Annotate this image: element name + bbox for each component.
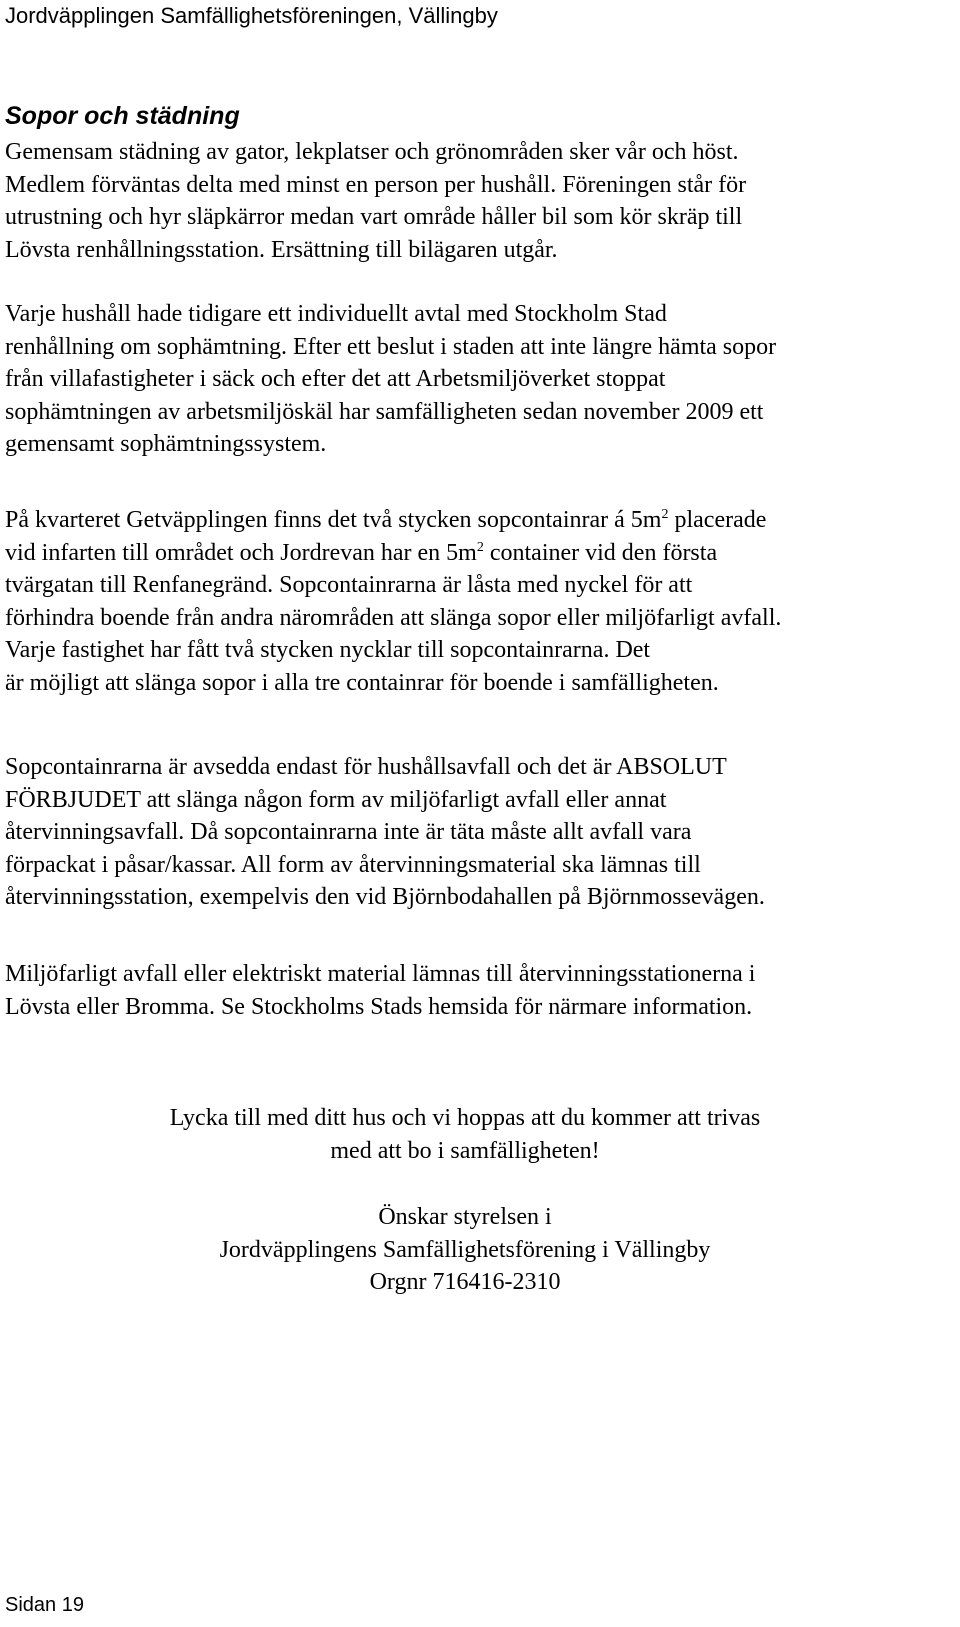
text-line: från villafastigheter i säck och efter det att Arbetsmiljöverket stoppat: [5, 366, 666, 392]
paragraph-containers: [5, 504, 781, 699]
text-line: FÖRBJUDET att slänga någon form av miljöfarligt avfall eller annat: [5, 786, 667, 813]
text-line: Medlem förväntas delta med minst en person per hushåll. Föreningen står för: [5, 171, 747, 198]
text-line: är möjligt att slänga sopor i alla tre containrar för boende i samfälligheten.: [5, 669, 719, 696]
paragraph-household-waste: [5, 751, 765, 914]
text-span: placerade: [668, 507, 767, 533]
text-span: vid infarten till området och Jordrevan har en 5m: [5, 539, 477, 566]
text-line: sophämtningen av arbetsmiljöskäl har samfälligheten sedan november 2009 ett: [5, 398, 764, 425]
text-line: återvinningsstation, exempelvis den vid Björnbodahallen på Björnmossevägen.: [5, 884, 765, 910]
text-line: Miljöfarligt avfall eller elektriskt material lämnas till återvinningsstationerna i: [5, 961, 756, 987]
superscript: 2: [661, 507, 669, 522]
text-line: Lycka till med ditt hus och vi hoppas att du kommer att trivas: [169, 1105, 761, 1131]
text-line: renhållning om sophämtning. Efter ett beslut i staden att inte längre hämta sopor: [5, 333, 777, 360]
text-line: Jordväpplingens Samfällighetsförening i Vällingby: [219, 1236, 711, 1263]
text-line: Gemensam städning av gator, lekplatser och grönområden sker vår och höst.: [5, 139, 739, 165]
text-line: Sopcontainrarna är avsedda endast för hushållsavfall och det är ABSOLUT: [5, 754, 727, 780]
text-line: Orgnr 716416-2310: [369, 1269, 561, 1295]
page-number: Sidan 19: [5, 1594, 84, 1616]
paragraph-garbage-collection: [5, 298, 776, 461]
section-heading: Sopor och städning: [5, 102, 240, 130]
text-line: Önskar styrelsen i: [378, 1204, 552, 1230]
text-line: gemensamt sophämtningssystem.: [5, 431, 327, 457]
text-span: container vid den första: [483, 539, 718, 566]
text-line: Varje hushåll hade tidigare ett individuellt avtal med Stockholm Stad: [5, 301, 667, 327]
closing-signature: [0, 1201, 930, 1299]
text-line: utrustning och hyr släpkärror medan vart område håller bil som kör skräp till: [5, 204, 743, 230]
paragraph-hazardous-waste: [5, 958, 755, 1023]
text-line: Lövsta eller Bromma. Se Stockholms Stads hemsida för närmare information.: [5, 993, 753, 1020]
page-header: Jordväpplingen Samfällighetsföreningen, Vällingby: [5, 3, 498, 28]
superscript: 2: [476, 539, 484, 555]
text-line: Lövsta renhållningsstation. Ersättning till bilägaren utgår.: [5, 236, 558, 263]
text-line: [5, 537, 781, 570]
text-span: På kvarteret Getväpplingen finns det två stycken sopcontainrar á 5m: [5, 507, 662, 533]
closing-greeting: [0, 1102, 930, 1167]
text-line: återvinningsavfall. Då sopcontainrarna inte är täta måste allt avfall vara: [5, 819, 692, 845]
text-line: förpackat i påsar/kassar. All form av återvinningsmaterial ska lämnas till: [5, 851, 701, 878]
text-line: förhindra boende från andra närområden att slänga sopor eller miljöfarligt avfall.: [5, 604, 782, 631]
text-line: [5, 504, 781, 537]
paragraph-cleaning: [5, 136, 746, 266]
text-line: tvärgatan till Renfanegränd. Sopcontainrarna är låsta med nyckel för att: [5, 572, 693, 598]
text-line: Varje fastighet har fått två stycken nycklar till sopcontainrarna. Det: [5, 637, 651, 663]
text-line: med att bo i samfälligheten!: [330, 1137, 600, 1164]
